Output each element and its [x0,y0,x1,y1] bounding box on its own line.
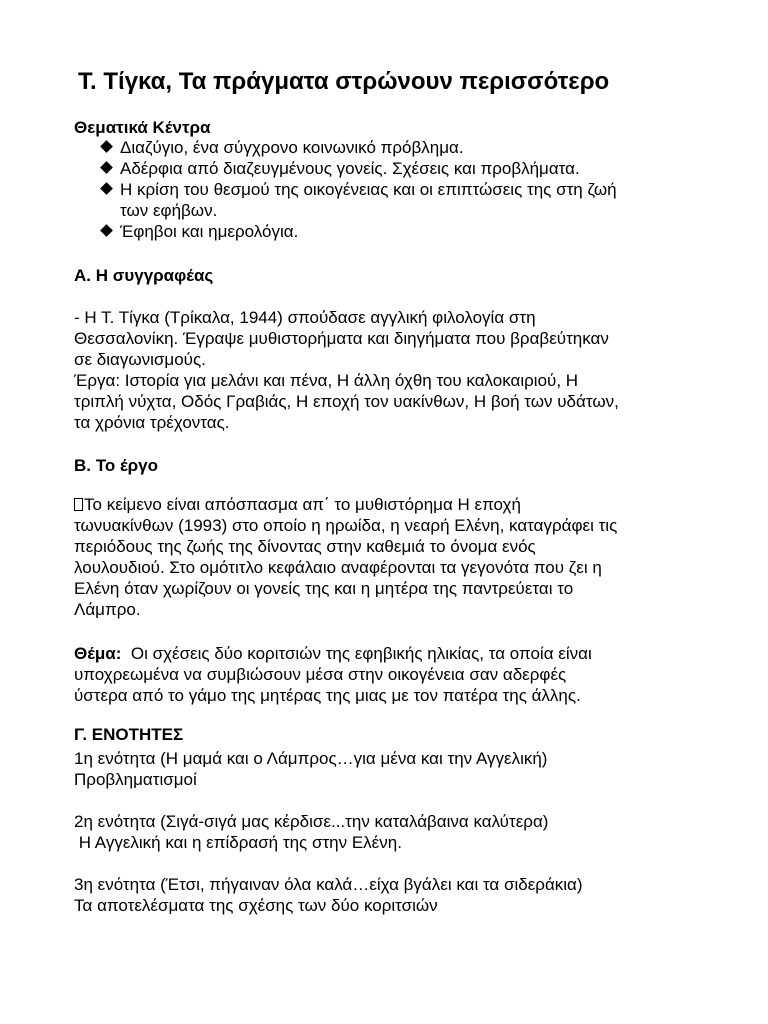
list-item-text: Διαζύγιο, ένα σύγχρονο κοινωνικό πρόβλημα. [120,138,464,157]
diamond-bullet-icon [100,182,113,195]
paragraph-line: λουλουδιού. Στο ομότιτλο κεφάλαιο αναφέρονται τα γεγονότα που ζει η [74,558,602,577]
theme-paragraph [74,643,592,706]
theme-label: Θέμα: [74,644,122,663]
paragraph-line: ύστερα από το γάμο της μητέρας της μιας με τον πατέρα της άλλης. [74,686,581,705]
paragraph-line: τωνυακίνθων (1993) στο οποίο η ηρωίδα, η νεαρή Ελένη, καταγράφει τις [74,516,618,535]
unit-subtitle: Προβληματισμοί [74,770,197,789]
unit-3 [74,874,583,916]
list-item-text: Η κρίση του θεσμού της οικογένειας και οι επιπτώσεις της στη ζωή [120,180,617,199]
missing-glyph-box-icon [74,498,83,511]
list-item-text: Αδέρφια από διαζευγμένους γονείς. Σχέσεις και προβλήματα. [120,159,580,178]
paragraph-line: Ελένη όταν χωρίζουν οι γονείς της και η μητέρα της παντρεύεται το [74,579,574,598]
paragraph-line [74,643,592,664]
paragraph-line: Λάμπρο. [74,600,141,619]
section-a-heading: Α. Η συγγραφέας [74,266,214,285]
paragraph-line: περιόδους της ζωής της δίνοντας στην καθεμιά το όνομα ενός [74,537,536,556]
paragraph-line-text: Οι σχέσεις δύο κοριτσιών της εφηβικής ηλικίας, τα οποία είναι [121,644,592,663]
paragraph-line: Θεσσαλονίκη. Έγραψε μυθιστορήματα και διηγήματα που βραβεύτηκαν [74,329,609,348]
diamond-bullet-icon [100,161,113,174]
paragraph-line: Έργα: Ιστορία για μελάνι και πένα, Η άλλη όχθη του καλοκαιριού, Η [74,371,579,390]
list-item [100,158,617,179]
paragraph-line: σε διαγωνισμούς. [74,350,206,369]
list-item [100,221,617,242]
list-item [100,137,617,158]
unit-subtitle: Η Αγγελική και η επίδρασή της στην Ελένη. [74,833,402,852]
section-c-heading: Γ. ΕΝΟΤΗΤΕΣ [74,725,184,744]
paragraph-line: τα χρόνια τρέχοντας. [74,413,230,432]
diamond-bullet-icon [100,224,113,237]
themes-heading: Θεματικά Κέντρα [74,118,211,137]
paragraph-line-text: Το κείμενο είναι απόσπασμα απ΄ το μυθιστόρημα Η εποχή [84,495,521,514]
unit-subtitle: Τα αποτελέσματα της σχέσης των δύο κοριτσιών [74,896,438,915]
document-title: Τ. Τίγκα, Τα πράγματα στρώνουν περισσότερο [78,68,610,95]
themes-list [100,137,617,242]
unit-title: 3η ενότητα (Έτσι, πήγαιναν όλα καλά…είχα βγάλει και τα σιδεράκια) [74,875,583,894]
list-item-text-continuation: των εφήβων. [120,201,218,220]
section-b-heading: Β. Το έργο [74,456,158,475]
paragraph-line [74,494,617,515]
paragraph-line: υποχρεωμένα να συμβιώσουν μέσα στην οικογένεια σαν αδερφές [74,665,567,684]
unit-title: 1η ενότητα (Η μαμά και ο Λάμπρος…για μένα και την Αγγελική) [74,749,548,768]
list-item [100,179,617,221]
unit-title: 2η ενότητα (Σιγά-σιγά μας κέρδισε...την καταλάβαινα καλύτερα) [74,812,549,831]
list-item-text: Έφηβοι και ημερολόγια. [120,222,299,241]
work-paragraph [74,494,617,620]
paragraph-line: - Η Τ. Τίγκα (Τρίκαλα, 1944) σπούδασε αγγλική φιλολογία στη [74,308,536,327]
unit-1 [74,748,547,790]
paragraph-line: τριπλή νύχτα, Οδός Γραβιάς, Η εποχή τον υακίνθων, Η βοή των υδάτων, [74,392,619,411]
diamond-bullet-icon [100,140,113,153]
unit-2 [74,811,548,853]
author-paragraph [74,307,619,433]
